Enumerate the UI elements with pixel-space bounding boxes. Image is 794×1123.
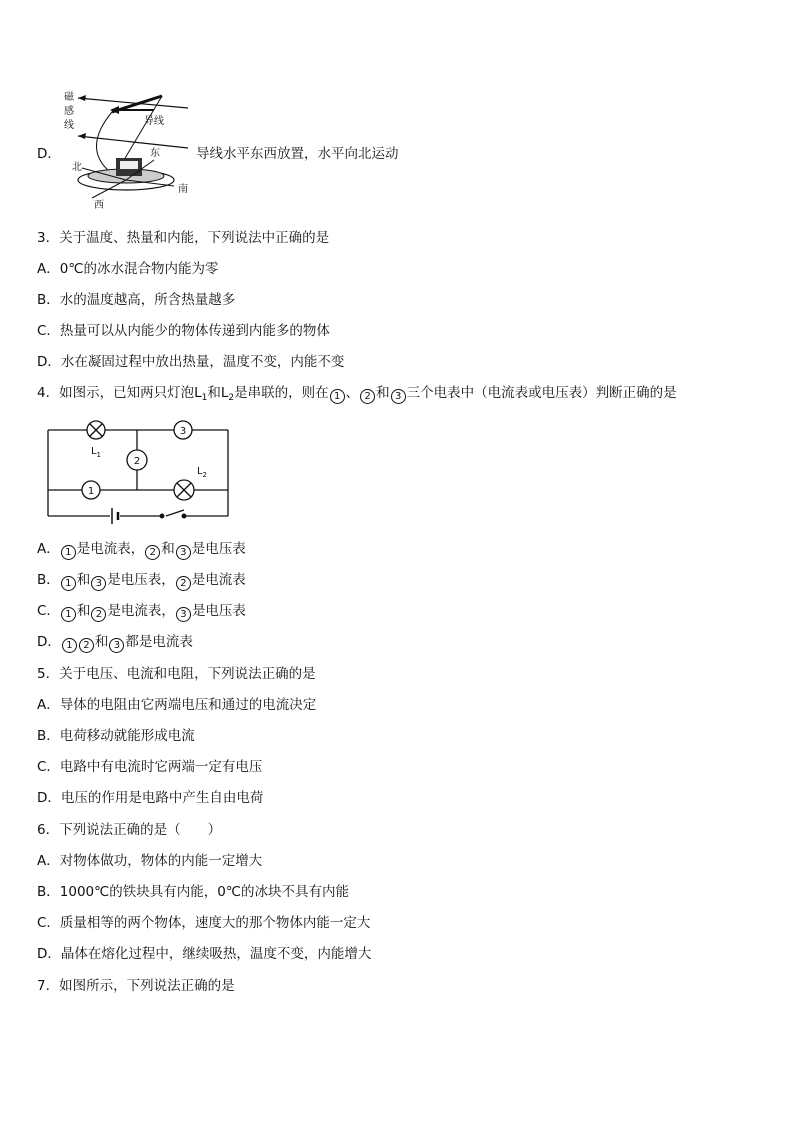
circled-number-2: 2 xyxy=(360,389,375,404)
question-4-option-b: B． 1 和 3 是电压表， 2 是电流表 xyxy=(37,572,246,589)
question-3-stem: 3．关于温度、热量和内能，下列说法中正确的是 xyxy=(37,230,330,246)
question-5-option-a: A．导体的电阻由它两端电压和通过的电流决定 xyxy=(37,697,317,713)
question-3-option-d: D．水在凝固过程中放出热量，温度不变，内能不变 xyxy=(37,354,345,370)
circuit-diagram xyxy=(44,418,234,526)
arrow-icon xyxy=(78,95,86,101)
label-south: 南 xyxy=(178,184,188,195)
label-xian: 线 xyxy=(64,120,74,131)
question-5-option-b: B．电荷移动就能形成电流 xyxy=(37,728,195,744)
question-5-option-c: C．电路中有电流时它两端一定有电压 xyxy=(37,759,263,775)
question-5-stem: 5．关于电压、电流和电阻，下列说法正确的是 xyxy=(37,666,316,682)
label-gan: 感 xyxy=(64,106,74,117)
lamp-l1-label: $L_1$ xyxy=(90,446,102,459)
lamp-l2-label: $L_2$ xyxy=(196,466,208,479)
question-3-option-b: B．水的温度越高，所含热量越多 xyxy=(37,292,236,308)
question-7-stem: 7．如图所示，下列说法正确的是 xyxy=(37,978,235,994)
arrow-icon xyxy=(78,133,86,139)
question-6-option-d: D．晶体在熔化过程中，继续吸热，温度不变，内能增大 xyxy=(37,946,372,962)
circled-number-1: 1 xyxy=(330,389,345,404)
question-5-option-d: D．电压的作用是电路中产生自由电荷 xyxy=(37,790,264,806)
galvanometer-dial xyxy=(120,161,138,169)
meter-1-label: 1 xyxy=(87,486,95,497)
option-d-text: 导线水平东西放置，水平向北运动 xyxy=(196,146,399,162)
label-ci: 磁 xyxy=(64,92,74,103)
lamp-l2-icon xyxy=(174,480,194,500)
magnetic-field-figure xyxy=(62,88,192,210)
field-line-bottom xyxy=(78,136,188,148)
question-4-option-d: D． 1 2 和 3 都是电流表 xyxy=(37,634,193,651)
circled-number-3: 3 xyxy=(391,389,406,404)
question-6-option-b: B．1000℃的铁块具有内能，0℃的冰块不具有内能 xyxy=(37,884,350,900)
label-west: 西 xyxy=(94,200,104,210)
question-4-option-a: A． 1 是电流表， 2 和 3 是电压表 xyxy=(37,541,246,558)
question-4-option-c: C． 1 和 2 是电流表， 3 是电压表 xyxy=(37,603,246,620)
label-wire: 导线 xyxy=(144,116,164,127)
question-6-option-a: A．对物体做功，物体的内能一定增大 xyxy=(37,853,263,869)
question-6-option-c: C．质量相等的两个物体，速度大的那个物体内能一定大 xyxy=(37,915,371,931)
label-north: 北 xyxy=(72,162,82,173)
question-3-option-a: A．0℃的冰水混合物内能为零 xyxy=(37,261,219,277)
meter-3-label: 3 xyxy=(179,426,187,437)
meter-2-label: 2 xyxy=(133,456,141,467)
option-d-label: D． xyxy=(37,146,61,162)
question-4-stem: 4．如图示，已知两只灯泡$L_1$和$L_2$是串联的，则在 1 、 2 和 3 三个电表中（电流表或电压表）判断正确的是 xyxy=(37,385,677,403)
question-3-option-c: C．热量可以从内能少的物体传递到内能多的物体 xyxy=(37,323,330,339)
wire-lead xyxy=(96,112,112,172)
label-east: 东 xyxy=(150,148,160,159)
question-6-stem: 6．下列说法正确的是（ ） xyxy=(37,822,222,838)
lamp-l1-icon xyxy=(87,421,105,439)
